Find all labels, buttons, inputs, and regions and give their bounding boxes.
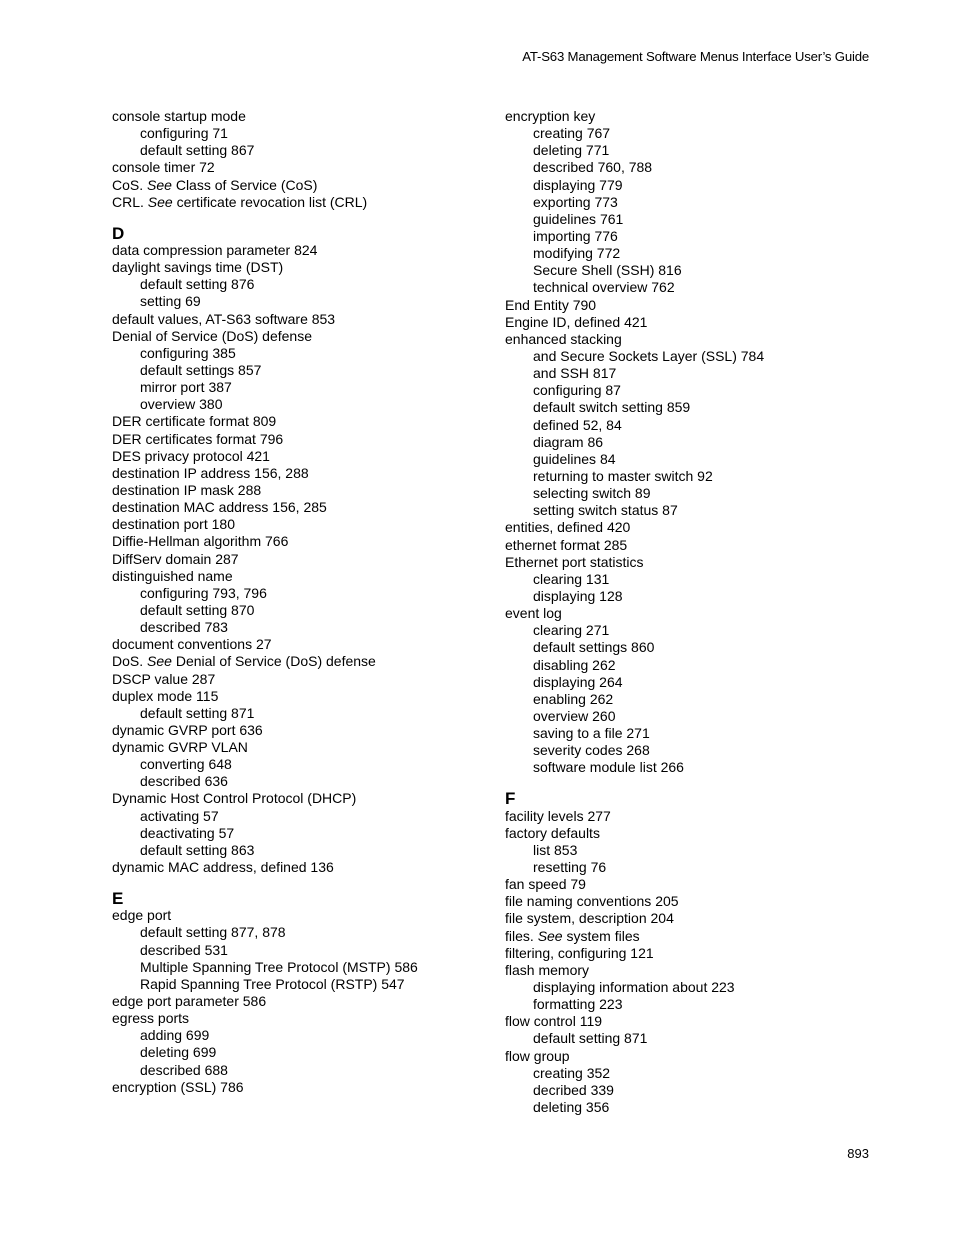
- index-entry: document conventions 27: [112, 636, 272, 653]
- index-subentry: exporting 773: [533, 193, 618, 210]
- index-subentry: importing 776: [533, 227, 618, 244]
- index-subentry: severity codes 268: [533, 742, 650, 759]
- index-subentry: default settings 860: [533, 639, 655, 656]
- index-subentry: decribed 339: [533, 1081, 614, 1098]
- index-subentry: configuring 385: [140, 344, 236, 361]
- index-entry: [112, 653, 492, 670]
- index-entry: DiffServ domain 287: [112, 550, 239, 567]
- index-subentry: default setting 863: [140, 841, 255, 858]
- index-entry: DSCP value 287: [112, 670, 216, 687]
- index-subentry: formatting 223: [533, 996, 623, 1013]
- index-entry: destination IP mask 288: [112, 481, 262, 498]
- index-entry: daylight savings time (DST): [112, 259, 284, 276]
- index-subentry: list 853: [533, 841, 578, 858]
- index-entry: destination MAC address 156, 285: [112, 499, 327, 516]
- index-subentry: default setting 876: [140, 276, 255, 293]
- index-subentry: described 636: [140, 773, 228, 790]
- page-number: 893: [847, 1146, 869, 1161]
- index-entry: [505, 928, 885, 945]
- index-subentry: displaying 128: [533, 587, 623, 604]
- index-subentry: overview 380: [140, 396, 223, 413]
- index-subentry: guidelines 761: [533, 210, 624, 227]
- index-subentry: enabling 262: [533, 690, 614, 707]
- index-subentry: creating 767: [533, 125, 611, 142]
- index-subentry: overview 260: [533, 707, 616, 724]
- index-entry: flow group: [505, 1047, 570, 1064]
- index-subentry: resetting 76: [533, 859, 607, 876]
- index-subentry: modifying 772: [533, 245, 621, 262]
- index-subentry: described 783: [140, 619, 228, 636]
- index-entry: egress ports: [112, 1010, 190, 1027]
- index-entry: [112, 177, 492, 194]
- index-subentry: described 531: [140, 941, 228, 958]
- index-entry: edge port parameter 586: [112, 993, 267, 1010]
- index-subentry: mirror port 387: [140, 379, 232, 396]
- index-subentry: Secure Shell (SSH) 816: [533, 262, 682, 279]
- index-subentry: software module list 266: [533, 759, 684, 776]
- index-entry: Dynamic Host Control Protocol (DHCP): [112, 790, 357, 807]
- index-subentry: default setting 877, 878: [140, 924, 286, 941]
- index-subentry: clearing 271: [533, 622, 610, 639]
- index-subentry: displaying 264: [533, 673, 623, 690]
- index-entry: facility levels 277: [505, 807, 611, 824]
- see-reference: See: [147, 653, 172, 670]
- index-subentry: and SSH 817: [533, 365, 617, 382]
- index-subentry: deleting 356: [533, 1099, 610, 1116]
- index-subentry: displaying information about 223: [533, 979, 735, 996]
- index-subentry: diagram 86: [533, 433, 604, 450]
- see-target: Denial of Service (DoS) defense: [171, 653, 376, 670]
- index-subentry: deleting 771: [533, 142, 610, 159]
- index-entry: destination IP address 156, 288: [112, 464, 309, 481]
- index-entry: factory defaults: [505, 824, 600, 841]
- index-entry: filtering, configuring 121: [505, 944, 654, 961]
- index-entry: distinguished name: [112, 567, 233, 584]
- index-subentry: activating 57: [140, 807, 219, 824]
- index-letter-heading: D: [112, 223, 125, 243]
- index-entry: duplex mode 115: [112, 687, 219, 704]
- index-subentry: described 760, 788: [533, 159, 653, 176]
- index-subentry: returning to master switch 92: [533, 467, 713, 484]
- index-entry: entities, defined 420: [505, 519, 631, 536]
- index-entry: ethernet format 285: [505, 536, 628, 553]
- index-entry: DER certificates format 796: [112, 430, 284, 447]
- index-entry: data compression parameter 824: [112, 241, 318, 258]
- index-subentry: default setting 867: [140, 142, 255, 159]
- index-entry: encryption key: [505, 108, 596, 124]
- index-subentry: configuring 793, 796: [140, 584, 267, 601]
- index-entry: DER certificate format 809: [112, 413, 277, 430]
- index-entry: console startup mode: [112, 108, 246, 124]
- index-entry: Engine ID, defined 421: [505, 313, 648, 330]
- index-entry: default values, AT-S63 software 853: [112, 310, 336, 327]
- index-subentry: converting 648: [140, 756, 232, 773]
- index-subentry: deleting 699: [140, 1044, 217, 1061]
- entry-term: CoS.: [112, 176, 148, 193]
- see-target: Class of Service (CoS): [171, 176, 318, 193]
- index-entry: dynamic GVRP port 636: [112, 721, 263, 738]
- index-entry: encryption (SSL) 786: [112, 1078, 244, 1095]
- index-subentry: selecting switch 89: [533, 485, 651, 502]
- index-subentry: disabling 262: [533, 656, 616, 673]
- index-subentry: default setting 870: [140, 601, 255, 618]
- see-target: system files: [562, 927, 640, 944]
- index-subentry: deactivating 57: [140, 824, 235, 841]
- index-subentry: default settings 857: [140, 361, 262, 378]
- index-entry: flash memory: [505, 961, 590, 978]
- index-entry: console timer 72: [112, 159, 215, 176]
- index-entry: DES privacy protocol 421: [112, 447, 270, 464]
- index-column-left: [112, 108, 492, 1096]
- index-subentry: default setting 871: [533, 1030, 648, 1047]
- see-target: certificate revocation list (CRL): [172, 193, 368, 210]
- entry-term: files.: [505, 927, 538, 944]
- index-entry: file naming conventions 205: [505, 893, 679, 910]
- index-column-right: [505, 108, 885, 1116]
- index-subentry: configuring 71: [140, 125, 228, 142]
- index-subentry: adding 699: [140, 1027, 210, 1044]
- index-entry: dynamic GVRP VLAN: [112, 739, 248, 756]
- index-letter-heading: E: [112, 889, 124, 909]
- index-subentry: saving to a file 271: [533, 725, 650, 742]
- index-entry: dynamic MAC address, defined 136: [112, 859, 334, 876]
- entry-term: DoS.: [112, 653, 148, 670]
- index-entry: enhanced stacking: [505, 330, 622, 347]
- index-entry: flow control 119: [505, 1013, 603, 1030]
- entry-term: CRL.: [112, 193, 148, 210]
- index-entry: Denial of Service (DoS) defense: [112, 327, 312, 344]
- running-header: AT-S63 Management Software Menus Interface User’s Guide: [522, 49, 869, 64]
- index-entry: [112, 194, 492, 211]
- index-subentry: default switch setting 859: [533, 399, 691, 416]
- index-subentry: setting 69: [140, 293, 201, 310]
- see-reference: See: [537, 927, 563, 944]
- index-entry: destination port 180: [112, 516, 235, 533]
- index-entry: End Entity 790: [505, 296, 597, 313]
- index-subentry: creating 352: [533, 1064, 611, 1081]
- index-subentry: technical overview 762: [533, 279, 675, 296]
- index-entry: Ethernet port statistics: [505, 553, 644, 570]
- index-subentry: defined 52, 84: [533, 416, 622, 433]
- index-entry: Diffie-Hellman algorithm 766: [112, 533, 289, 550]
- index-subentry: described 688: [140, 1061, 228, 1078]
- index-entry: edge port: [112, 907, 172, 924]
- index-entry: event log: [505, 605, 562, 622]
- index-letter-heading: F: [505, 789, 516, 809]
- index-subentry: default setting 871: [140, 704, 255, 721]
- index-subentry: setting switch status 87: [533, 502, 678, 519]
- index-subentry: guidelines 84: [533, 450, 616, 467]
- index-subentry: clearing 131: [533, 570, 610, 587]
- index-entry: fan speed 79: [505, 876, 586, 893]
- index-entry: file system, description 204: [505, 910, 674, 927]
- index-subentry: Rapid Spanning Tree Protocol (RSTP) 547: [140, 975, 405, 992]
- index-subentry: configuring 87: [533, 382, 621, 399]
- index-subentry: displaying 779: [533, 176, 623, 193]
- index-subentry: and Secure Sockets Layer (SSL) 784: [533, 347, 765, 364]
- see-reference: See: [147, 193, 173, 210]
- see-reference: See: [147, 176, 172, 193]
- index-subentry: Multiple Spanning Tree Protocol (MSTP) 586: [140, 958, 418, 975]
